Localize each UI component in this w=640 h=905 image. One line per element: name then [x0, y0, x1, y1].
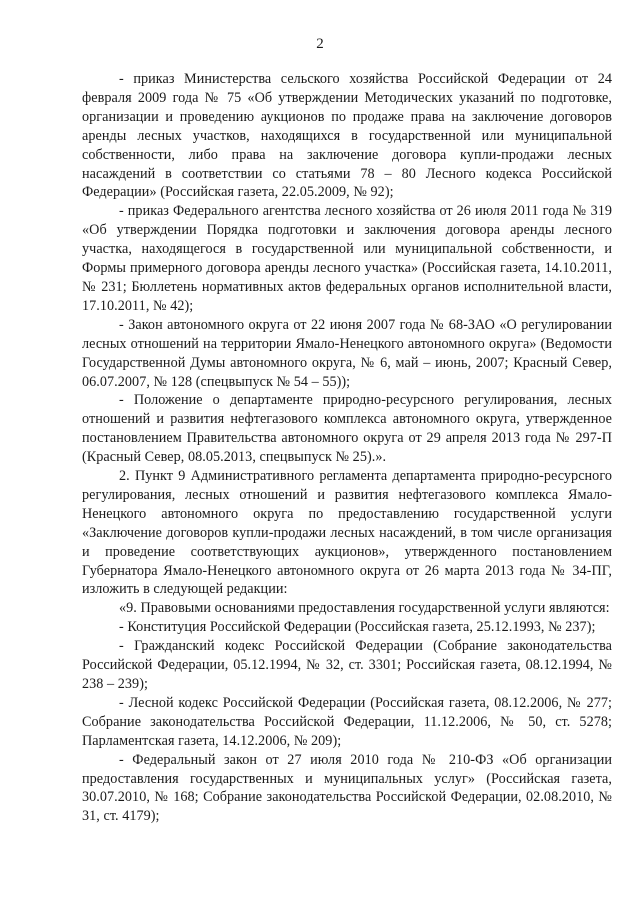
page-number: 2	[316, 36, 324, 52]
paragraph-forestry-agency-order: - приказ Федерального агентства лесного хозяйства от 26 июля 2011 года № 319 «Об утверждении Порядка подготовки и заключения договора аренды лесного участка, находящегося в государственной или муниципальной собственности, и Формы примерного договора аренды лесного участка» (Российская газета, 14.10.2011, № 231; Бюллетень нормативных актов федеральных органов исполнительной власти, 17.10.2011, № 42);	[82, 203, 612, 314]
paragraph-regional-law: - Закон автономного округа от 22 июня 2007 года № 68-ЗАО «О регулировании лесных отношений на территории Ямало-Ненецкого автономного округа» (Ведомости Государственной Думы автономного округа, № 6, май – июнь, 2007; Красный Север, 06.07.2007, № 128 (спецвыпуск № 54 – 55));	[82, 316, 612, 390]
paragraph-civil-code: - Гражданский кодекс Российской Федерации (Собрание законодательства Российской Федерации, 05.12.1994, № 32, ст. 3301; Российская газета, 08.12.1994, № 238 – 239);	[82, 638, 612, 692]
paragraph-department-regulation: - Положение о департаменте природно-ресурсного регулирования, лесных отношений и развития нефтегазового комплекса автономного округа, утвержденное постановлением Правительства автономного округа от 29 апреля 2013 года № 297-П (Красный Север, 08.05.2013, спецвыпуск № 25).».	[82, 392, 612, 466]
paragraph-item-9-intro: «9. Правовыми основаниями предоставления государственной услуги являются:	[119, 600, 610, 617]
document-body	[82, 70, 612, 826]
paragraph-agriculture-order: - приказ Министерства сельского хозяйства Российской Федерации от 24 февраля 2009 года № 75 «Об утверждении Методических указаний по подготовке, организации и проведению аукционов по продаже права на заключение договоров аренды лесных участков, находящихся в государственной или муниципальной собственности, либо права на заключение договора купли-продажи лесных насаждений в соответствии со статьями 78 – 80 Лесного кодекса Российской Федерации» (Российская газета, 22.05.2009, № 92);	[82, 71, 612, 201]
paragraph-forest-code: - Лесной кодекс Российской Федерации (Российская газета, 08.12.2006, № 277; Собрание законодательства Российской Федерации, 11.12.2006, № 50, ст. 5278; Парламентская газета, 14.12.2006, № 209);	[82, 694, 612, 749]
paragraph-item-2: 2. Пункт 9 Административного регламента департамента природно-ресурсного регулирования, лесных отношений и развития нефтегазового комплекса Ямало-Ненецкого автономного округа по предоставлению государственной услуги «Заключение договоров купли-продажи лесных насаждений, в том числе организация и проведение соответствующих аукционов», утвержденного постановлением Губернатора Ямало-Ненецкого автономного округа от 26 марта 2013 года № 34-ПГ, изложить в следующей редакции:	[82, 468, 612, 598]
paragraph-constitution: - Конституция Российской Федерации (Российская газета, 25.12.1993, № 237);	[119, 619, 596, 636]
paragraph-federal-law-210: - Федеральный закон от 27 июля 2010 года № 210-ФЗ «Об организации предоставления государственных и муниципальных услуг» (Российская газета, 30.07.2010, № 168; Собрание законодательства Российской Федерации, 02.08.2010, № 31, ст. 4179);	[82, 751, 612, 825]
